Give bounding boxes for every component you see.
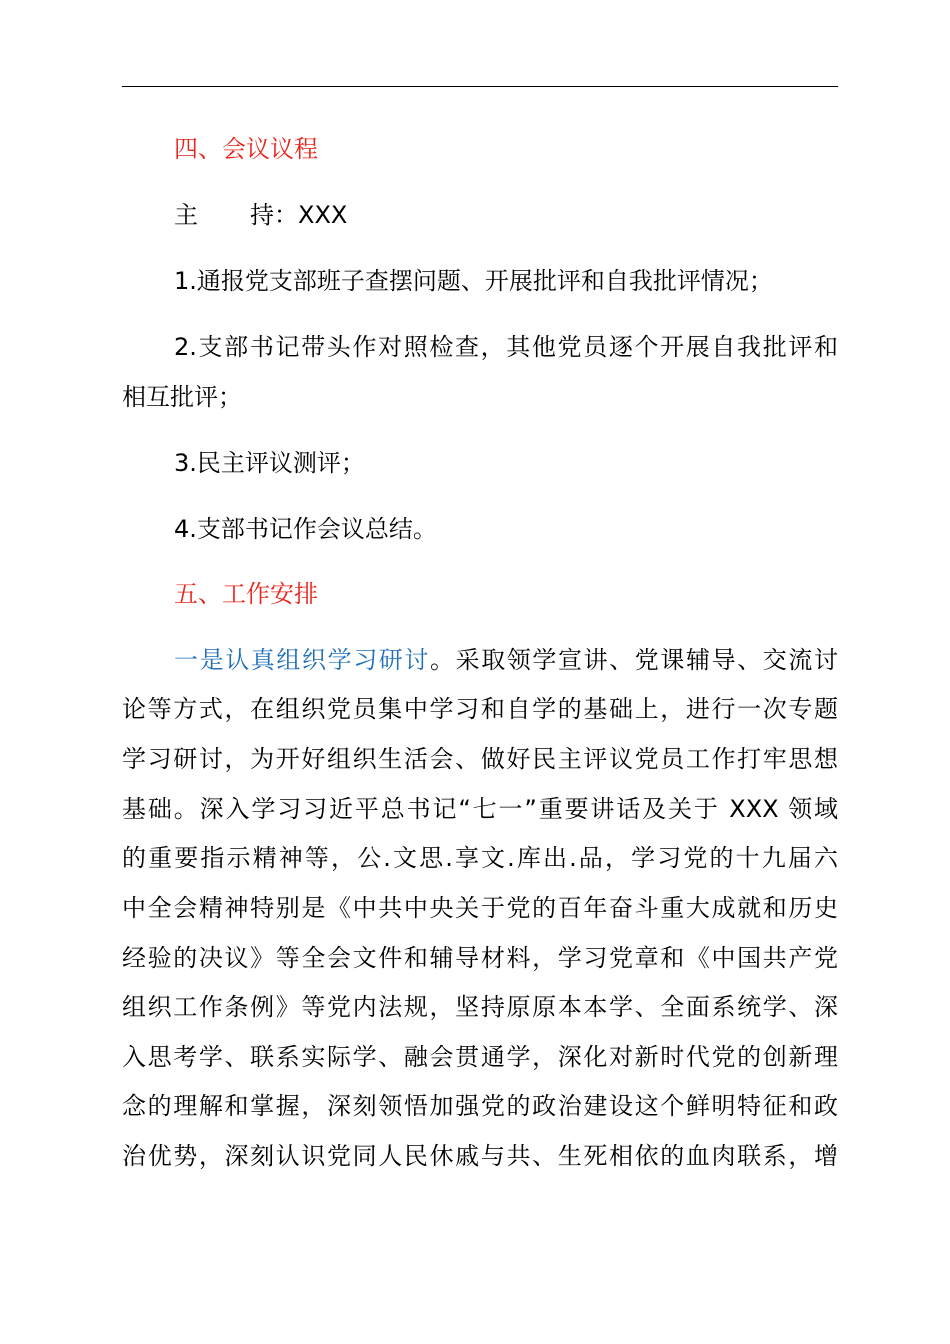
paragraph-1-first-rest: 。采取领学宣讲、党课辅导、交流讨 xyxy=(430,646,838,674)
paragraph-1-line: 的重要指示精神等，公.文思.享文.库出.品，学习党的十九届六 xyxy=(122,844,838,872)
host-label-part-1: 主 xyxy=(174,201,198,229)
agenda-item-2-continued: 相互批评； xyxy=(122,383,242,411)
paragraph-1-line: 学习研讨，为开好组织生活会、做好民主评议党员工作打牢思想 xyxy=(122,745,838,773)
section-5-heading: 五、工作安排 xyxy=(174,580,318,608)
section-4-heading: 四、会议议程 xyxy=(174,135,318,163)
paragraph-1-line: 组织工作条例》等党内法规，坚持原原本本学、全面系统学、深 xyxy=(122,993,838,1021)
header-rule xyxy=(122,86,838,87)
paragraph-1-line: 入思考学、联系实际学、融会贯通学，深化对新时代党的创新理 xyxy=(122,1043,838,1071)
agenda-item-4: 4.支部书记作会议总结。 xyxy=(174,515,437,543)
paragraph-1-line: 基础。深入学习习近平总书记“七一”重要讲话及关于 XXX 领域 xyxy=(122,795,838,823)
paragraph-1-emphasis: 一是认真组织学习研讨 xyxy=(174,646,430,674)
paragraph-1-line: 治优势，深刻认识党同人民休戚与共、生死相依的血肉联系，增 xyxy=(122,1142,838,1170)
paragraph-1-line: 论等方式，在组织党员集中学习和自学的基础上，进行一次专题 xyxy=(122,695,838,723)
agenda-item-2: 2.支部书记带头作对照检查，其他党员逐个开展自我批评和 xyxy=(174,333,838,361)
paragraph-1-line-1 xyxy=(174,645,838,675)
paragraph-1-line: 念的理解和掌握，深刻领悟加强党的政治建设这个鲜明特征和政 xyxy=(122,1092,838,1120)
paragraph-1-line: 经验的决议》等全会文件和辅导材料，学习党章和《中国共产党 xyxy=(122,944,838,972)
agenda-item-3: 3.民主评议测评； xyxy=(174,449,365,477)
host-label-part-2: 持：XXX xyxy=(250,201,348,229)
host-line xyxy=(174,200,838,230)
agenda-item-1: 1.通报党支部班子查摆问题、开展批评和自我批评情况； xyxy=(174,267,773,295)
paragraph-1-line: 中全会精神特别是《中共中央关于党的百年奋斗重大成就和历史 xyxy=(122,894,838,922)
